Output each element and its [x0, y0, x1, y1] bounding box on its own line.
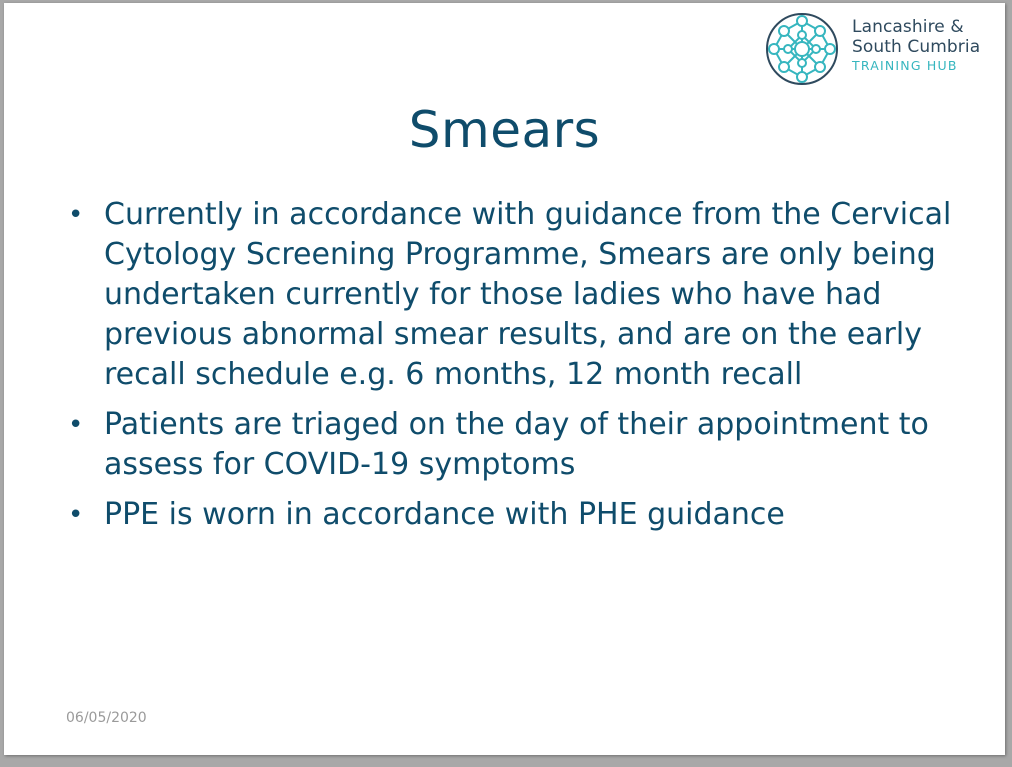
bullet-item	[64, 495, 964, 535]
logo-wordmark	[852, 19, 980, 73]
logo-line-3: TRAINING HUB	[852, 58, 958, 73]
slide-title: Smears	[408, 101, 601, 159]
bullet-item	[64, 405, 964, 485]
network-logo-icon	[762, 9, 842, 89]
training-hub-logo	[762, 9, 1002, 89]
bullet-item	[64, 195, 964, 395]
logo-line-1: Lancashire &	[852, 17, 964, 37]
slide-date: 06/05/2020	[66, 710, 147, 726]
bullet-dot-icon: •	[68, 500, 84, 530]
bullet-text: Patients are triaged on the day of their appointment to assess for COVID-19 symptoms	[104, 407, 929, 482]
bullet-text: PPE is worn in accordance with PHE guidance	[104, 497, 785, 532]
bullet-list	[64, 195, 964, 545]
slide[interactable]	[4, 3, 1005, 755]
logo-line-2: South Cumbria	[852, 37, 981, 57]
bullet-dot-icon: •	[68, 200, 84, 230]
bullet-dot-icon: •	[68, 410, 84, 440]
bullet-text: Currently in accordance with guidance from the Cervical Cytology Screening Programme, Smears are only being undertaken currently for those ladies who have had previous abnormal smear results, and are on the early recall schedule e.g. 6 months, 12 month recall	[104, 197, 952, 392]
